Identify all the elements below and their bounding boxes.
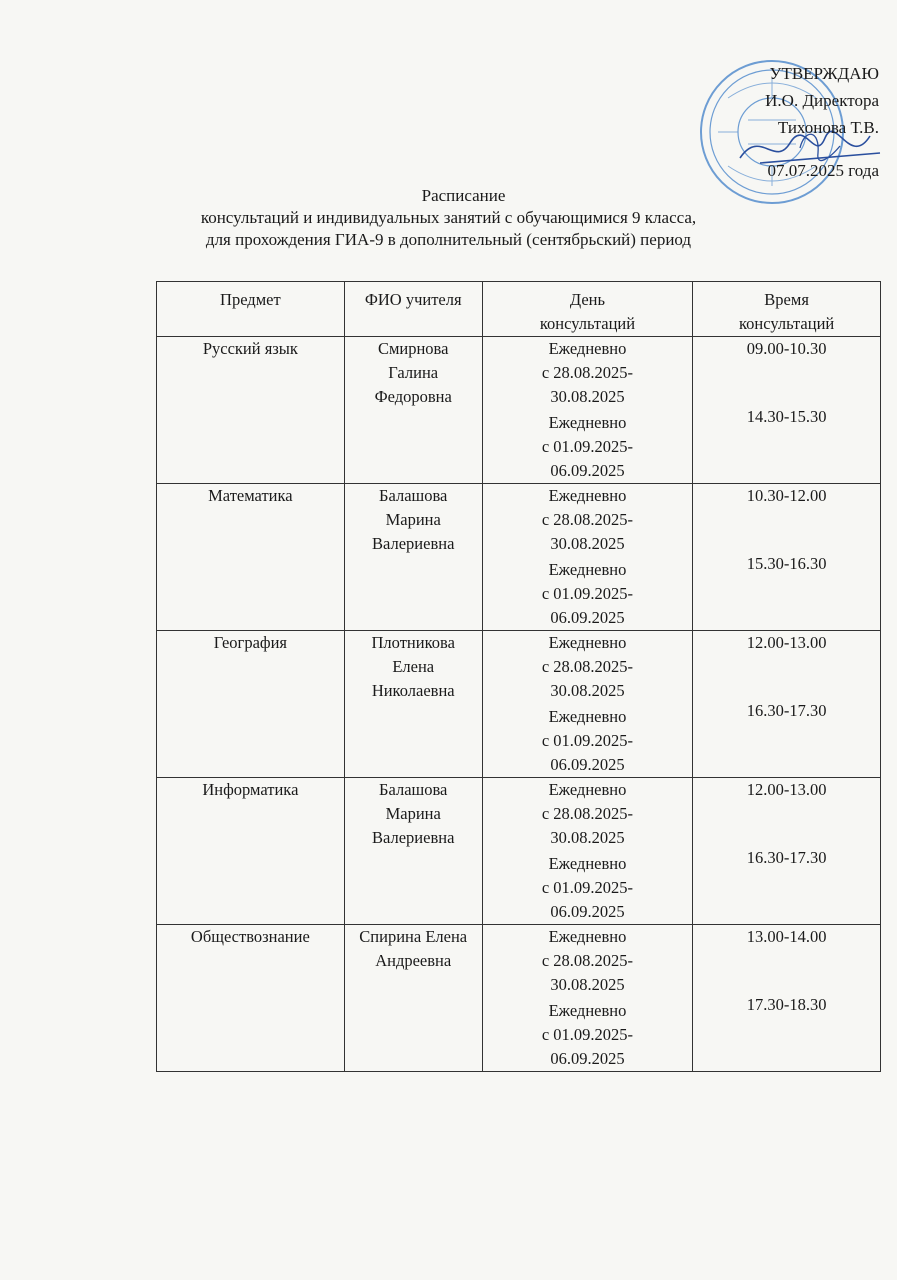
time-range: 17.30-18.30 bbox=[746, 995, 827, 1014]
subject-cell: Обществознание bbox=[157, 925, 345, 1072]
subject-cell: Русский язык bbox=[157, 337, 345, 484]
day-period bbox=[485, 411, 691, 483]
day-period-line: с 01.09.2025- bbox=[541, 878, 634, 897]
day-period bbox=[485, 558, 691, 630]
table-header-row bbox=[157, 282, 881, 337]
time-range: 09.00-10.30 bbox=[746, 339, 827, 358]
day-period-line: Ежедневно bbox=[548, 854, 627, 873]
teacher-name-line: Андреевна bbox=[375, 951, 452, 970]
teacher-cell bbox=[344, 484, 482, 631]
header-day-line-1: День bbox=[569, 290, 606, 309]
teacher-name-line: Марина bbox=[385, 804, 441, 823]
teacher-name-line: Балашова bbox=[379, 486, 448, 505]
time-cell bbox=[693, 631, 881, 778]
title-line-1: Расписание bbox=[421, 186, 506, 205]
approval-heading: УТВЕРЖДАЮ bbox=[769, 64, 879, 83]
day-period-line: 30.08.2025 bbox=[550, 534, 625, 553]
day-period-line: Ежедневно bbox=[548, 339, 627, 358]
time-cell bbox=[693, 778, 881, 925]
day-period-line: с 01.09.2025- bbox=[541, 1025, 634, 1044]
day-cell bbox=[482, 631, 693, 778]
day-period-line: 06.09.2025 bbox=[550, 902, 625, 921]
day-period-line: Ежедневно bbox=[548, 927, 627, 946]
approval-name: Тихонова Т.В. bbox=[777, 118, 879, 137]
teacher-name-line: Балашова bbox=[379, 780, 448, 799]
day-period-line: Ежедневно bbox=[548, 707, 627, 726]
time-range: 12.00-13.00 bbox=[746, 633, 827, 652]
header-day-line-2: консультаций bbox=[539, 314, 636, 333]
time-cell bbox=[693, 925, 881, 1072]
day-cell bbox=[482, 337, 693, 484]
header-time-line-2: консультаций bbox=[738, 314, 835, 333]
teacher-name-line: Плотникова bbox=[371, 633, 455, 652]
day-cell bbox=[482, 484, 693, 631]
teacher-name-line: Валериевна bbox=[372, 534, 455, 553]
table-row bbox=[157, 925, 881, 1072]
title-line-2: консультаций и индивидуальных занятий с обучающимися 9 класса, bbox=[200, 208, 697, 227]
day-period-line: с 28.08.2025- bbox=[541, 363, 634, 382]
table-row bbox=[157, 484, 881, 631]
teacher-name-line: Смирнова bbox=[377, 339, 449, 358]
approval-date: 07.07.2025 года bbox=[767, 161, 879, 180]
day-period-line: с 01.09.2025- bbox=[541, 584, 634, 603]
header-teacher: ФИО учителя bbox=[344, 282, 482, 337]
document-title bbox=[0, 185, 897, 251]
day-period-line: Ежедневно bbox=[548, 560, 627, 579]
day-period bbox=[485, 778, 691, 850]
day-period bbox=[485, 852, 691, 924]
day-period-line: 30.08.2025 bbox=[550, 975, 625, 994]
day-period bbox=[485, 337, 691, 409]
day-period-line: с 28.08.2025- bbox=[541, 510, 634, 529]
day-period-line: 06.09.2025 bbox=[550, 608, 625, 627]
day-period bbox=[485, 631, 691, 703]
time-range: 15.30-16.30 bbox=[746, 554, 827, 573]
teacher-name-line: Валериевна bbox=[372, 828, 455, 847]
day-period bbox=[485, 484, 691, 556]
teacher-cell bbox=[344, 337, 482, 484]
time-range: 16.30-17.30 bbox=[746, 701, 827, 720]
teacher-name-line: Федоровна bbox=[374, 387, 452, 406]
day-period-line: 06.09.2025 bbox=[550, 461, 625, 480]
day-period bbox=[485, 705, 691, 777]
day-period bbox=[485, 999, 691, 1071]
time-range: 10.30-12.00 bbox=[746, 486, 827, 505]
day-period-line: Ежедневно bbox=[548, 1001, 627, 1020]
table-row bbox=[157, 337, 881, 484]
day-period-line: 06.09.2025 bbox=[550, 755, 625, 774]
day-period-line: Ежедневно bbox=[548, 413, 627, 432]
header-day bbox=[482, 282, 693, 337]
subject-cell: Математика bbox=[157, 484, 345, 631]
time-range: 13.00-14.00 bbox=[746, 927, 827, 946]
subject-cell: Информатика bbox=[157, 778, 345, 925]
teacher-name-line: Елена bbox=[392, 657, 435, 676]
day-period-line: 30.08.2025 bbox=[550, 681, 625, 700]
time-range: 14.30-15.30 bbox=[746, 407, 827, 426]
day-period-line: Ежедневно bbox=[548, 486, 627, 505]
day-period-line: 30.08.2025 bbox=[550, 828, 625, 847]
table-row bbox=[157, 778, 881, 925]
day-cell bbox=[482, 925, 693, 1072]
day-cell bbox=[482, 778, 693, 925]
day-period-line: Ежедневно bbox=[548, 780, 627, 799]
title-line-3: для прохождения ГИА-9 в дополнительный (сентябрьский) период bbox=[205, 230, 692, 249]
teacher-name-line: Спирина Елена bbox=[359, 927, 468, 946]
teacher-cell bbox=[344, 631, 482, 778]
header-time-line-1: Время bbox=[764, 290, 809, 309]
header-subject: Предмет bbox=[157, 282, 345, 337]
time-range: 12.00-13.00 bbox=[746, 780, 827, 799]
approval-block bbox=[765, 60, 879, 184]
day-period-line: с 01.09.2025- bbox=[541, 731, 634, 750]
time-range: 16.30-17.30 bbox=[746, 848, 827, 867]
teacher-name-line: Николаевна bbox=[371, 681, 455, 700]
day-period-line: с 28.08.2025- bbox=[541, 804, 634, 823]
approval-position: И.О. Директора bbox=[765, 91, 879, 110]
schedule-table bbox=[156, 281, 881, 1072]
day-period-line: 06.09.2025 bbox=[550, 1049, 625, 1068]
time-cell bbox=[693, 337, 881, 484]
time-cell bbox=[693, 484, 881, 631]
teacher-cell bbox=[344, 925, 482, 1072]
day-period-line: 30.08.2025 bbox=[550, 387, 625, 406]
table-row bbox=[157, 631, 881, 778]
day-period-line: с 01.09.2025- bbox=[541, 437, 634, 456]
day-period bbox=[485, 925, 691, 997]
teacher-cell bbox=[344, 778, 482, 925]
day-period-line: с 28.08.2025- bbox=[541, 951, 634, 970]
day-period-line: Ежедневно bbox=[548, 633, 627, 652]
header-time bbox=[693, 282, 881, 337]
day-period-line: с 28.08.2025- bbox=[541, 657, 634, 676]
subject-cell: География bbox=[157, 631, 345, 778]
teacher-name-line: Марина bbox=[385, 510, 441, 529]
teacher-name-line: Галина bbox=[388, 363, 439, 382]
